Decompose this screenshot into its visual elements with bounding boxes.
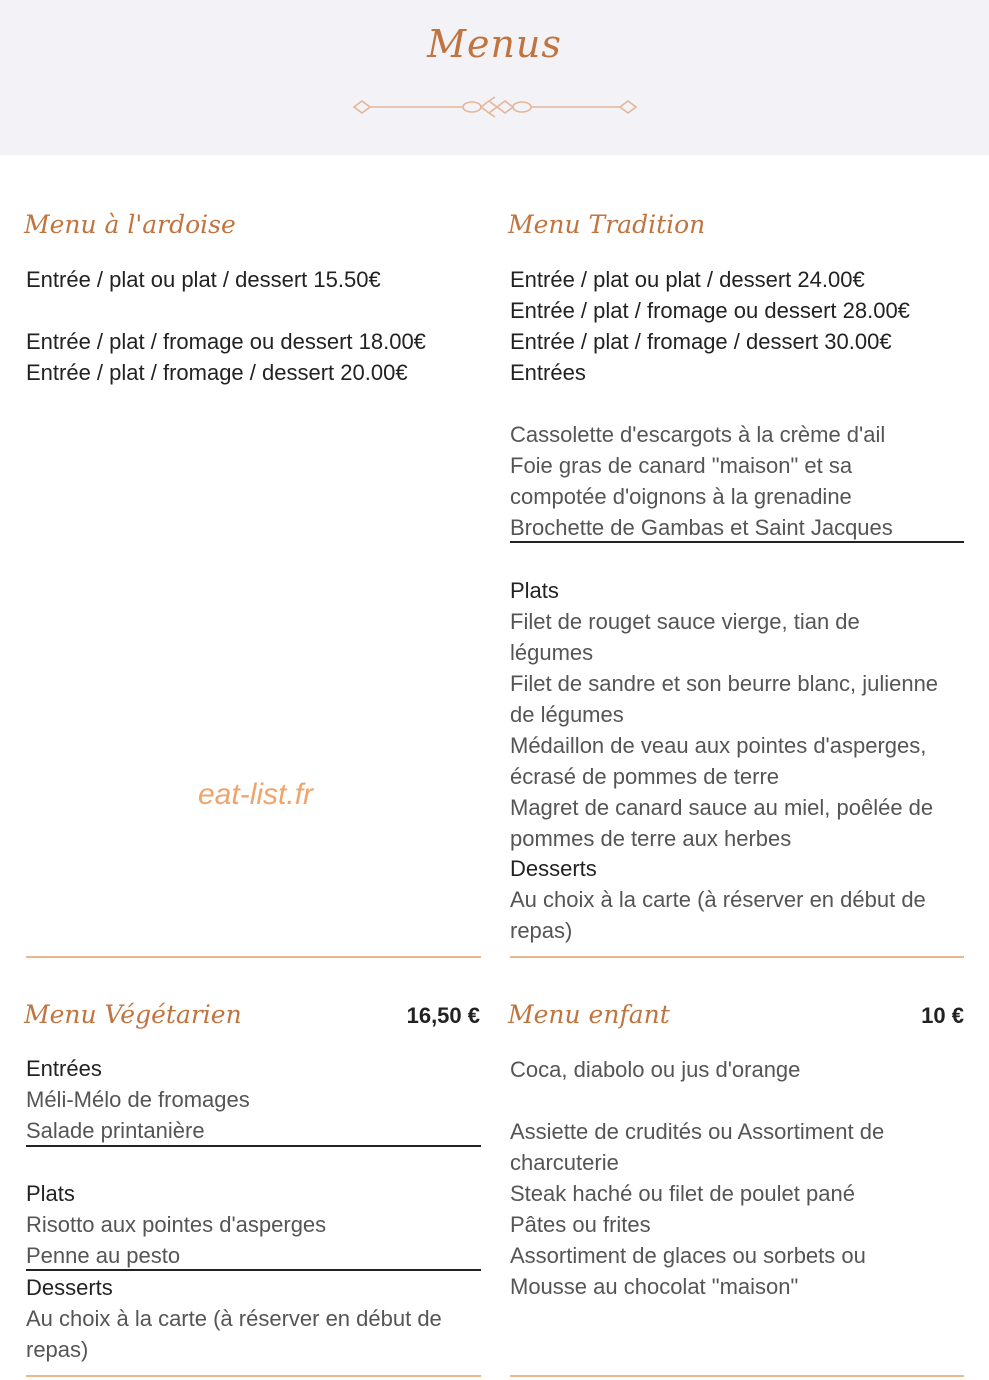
section-divider bbox=[26, 1375, 481, 1377]
menu-tradition-entree-item: Cassolette d'escargots à la crème d'ail bbox=[510, 422, 886, 447]
menu-vegetarien-desserts-heading: Desserts bbox=[26, 1275, 113, 1300]
menu-enfant-item: Assortiment de glaces ou sorbets ou bbox=[510, 1243, 866, 1268]
menu-vegetarien-dessert-item: Au choix à la carte (à réserver en début de bbox=[26, 1306, 442, 1331]
menu-vegetarien-plat-item: Penne au pesto bbox=[26, 1243, 181, 1268]
menu-vegetarien-plat-item: Risotto aux pointes d'asperges bbox=[26, 1212, 327, 1237]
menu-tradition-entree-item: compotée d'oignons à la grenadine bbox=[510, 484, 852, 509]
menu-vegetarien-dessert-item: repas) bbox=[26, 1337, 89, 1362]
section-divider bbox=[510, 1375, 964, 1377]
menu-ardoise-price-line: Entrée / plat / fromage / dessert 20.00€ bbox=[26, 360, 408, 385]
menu-tradition-price-line: Entrée / plat / fromage ou dessert 28.00€ bbox=[510, 298, 910, 323]
plats-divider bbox=[26, 1269, 481, 1271]
section-divider bbox=[26, 956, 481, 958]
menu-tradition-plat-item: Filet de rouget sauce vierge, tian de bbox=[510, 609, 860, 634]
page-title: Menus bbox=[427, 22, 562, 66]
ornament-divider-icon bbox=[350, 92, 640, 122]
menu-tradition-plat-item: Filet de sandre et son beurre blanc, julienne bbox=[510, 671, 939, 696]
menu-vegetarien-title: Menu Végétarien bbox=[24, 1000, 242, 1029]
menu-tradition-plat-item: Médaillon de veau aux pointes d'asperges, bbox=[510, 733, 927, 758]
menu-tradition-plat-item: Magret de canard sauce au miel, poêlée de bbox=[510, 795, 934, 820]
entrees-divider bbox=[510, 541, 964, 543]
menu-enfant-price: 10 € bbox=[921, 1003, 964, 1028]
menu-enfant-item: Steak haché ou filet de poulet pané bbox=[510, 1181, 855, 1206]
menu-enfant-item: Pâtes ou frites bbox=[510, 1212, 651, 1237]
menu-vegetarien-entree-item: Méli-Mélo de fromages bbox=[26, 1087, 250, 1112]
menu-enfant-title: Menu enfant bbox=[508, 1000, 670, 1029]
menu-enfant-item: charcuterie bbox=[510, 1150, 619, 1175]
menu-tradition-price-line: Entrée / plat / fromage / dessert 30.00€ bbox=[510, 329, 892, 354]
menu-vegetarien-price: 16,50 € bbox=[406, 1003, 480, 1028]
menu-vegetarien-entree-item: Salade printanière bbox=[26, 1118, 205, 1143]
menu-tradition-plats-heading: Plats bbox=[510, 578, 559, 603]
menu-enfant-item: Mousse au chocolat "maison" bbox=[510, 1274, 799, 1299]
watermark: eat-list.fr bbox=[198, 778, 314, 811]
menu-tradition-plat-item: écrasé de pommes de terre bbox=[510, 764, 780, 789]
menu-tradition-plat-item: pommes de terre aux herbes bbox=[510, 826, 792, 851]
menu-tradition-plat-item: de légumes bbox=[510, 702, 624, 727]
menu-enfant-item: Coca, diabolo ou jus d'orange bbox=[510, 1057, 801, 1082]
menu-vegetarien-entrees-heading: Entrées bbox=[26, 1056, 102, 1081]
menu-ardoise-price-line: Entrée / plat / fromage ou dessert 18.00€ bbox=[26, 329, 426, 354]
menu-tradition-desserts-heading: Desserts bbox=[510, 856, 597, 881]
entrees-divider bbox=[26, 1145, 481, 1147]
menu-tradition-entrees-heading: Entrées bbox=[510, 360, 586, 385]
menu-tradition-title: Menu Tradition bbox=[508, 210, 706, 239]
menu-tradition-dessert-item: Au choix à la carte (à réserver en début de bbox=[510, 887, 926, 912]
menu-tradition-dessert-item: repas) bbox=[510, 918, 573, 943]
page-header bbox=[0, 0, 989, 155]
menu-ardoise-title: Menu à l'ardoise bbox=[24, 210, 236, 239]
menu-vegetarien-plats-heading: Plats bbox=[26, 1181, 75, 1206]
menu-enfant-item: Assiette de crudités ou Assortiment de bbox=[510, 1119, 885, 1144]
menu-tradition-entree-item: Brochette de Gambas et Saint Jacques bbox=[510, 515, 893, 540]
section-divider bbox=[510, 956, 964, 958]
menu-ardoise-price-line: Entrée / plat ou plat / dessert 15.50€ bbox=[26, 267, 381, 292]
menu-tradition-entree-item: Foie gras de canard "maison" et sa bbox=[510, 453, 853, 478]
menu-tradition-price-line: Entrée / plat ou plat / dessert 24.00€ bbox=[510, 267, 865, 292]
menu-tradition-plat-item: légumes bbox=[510, 640, 594, 665]
